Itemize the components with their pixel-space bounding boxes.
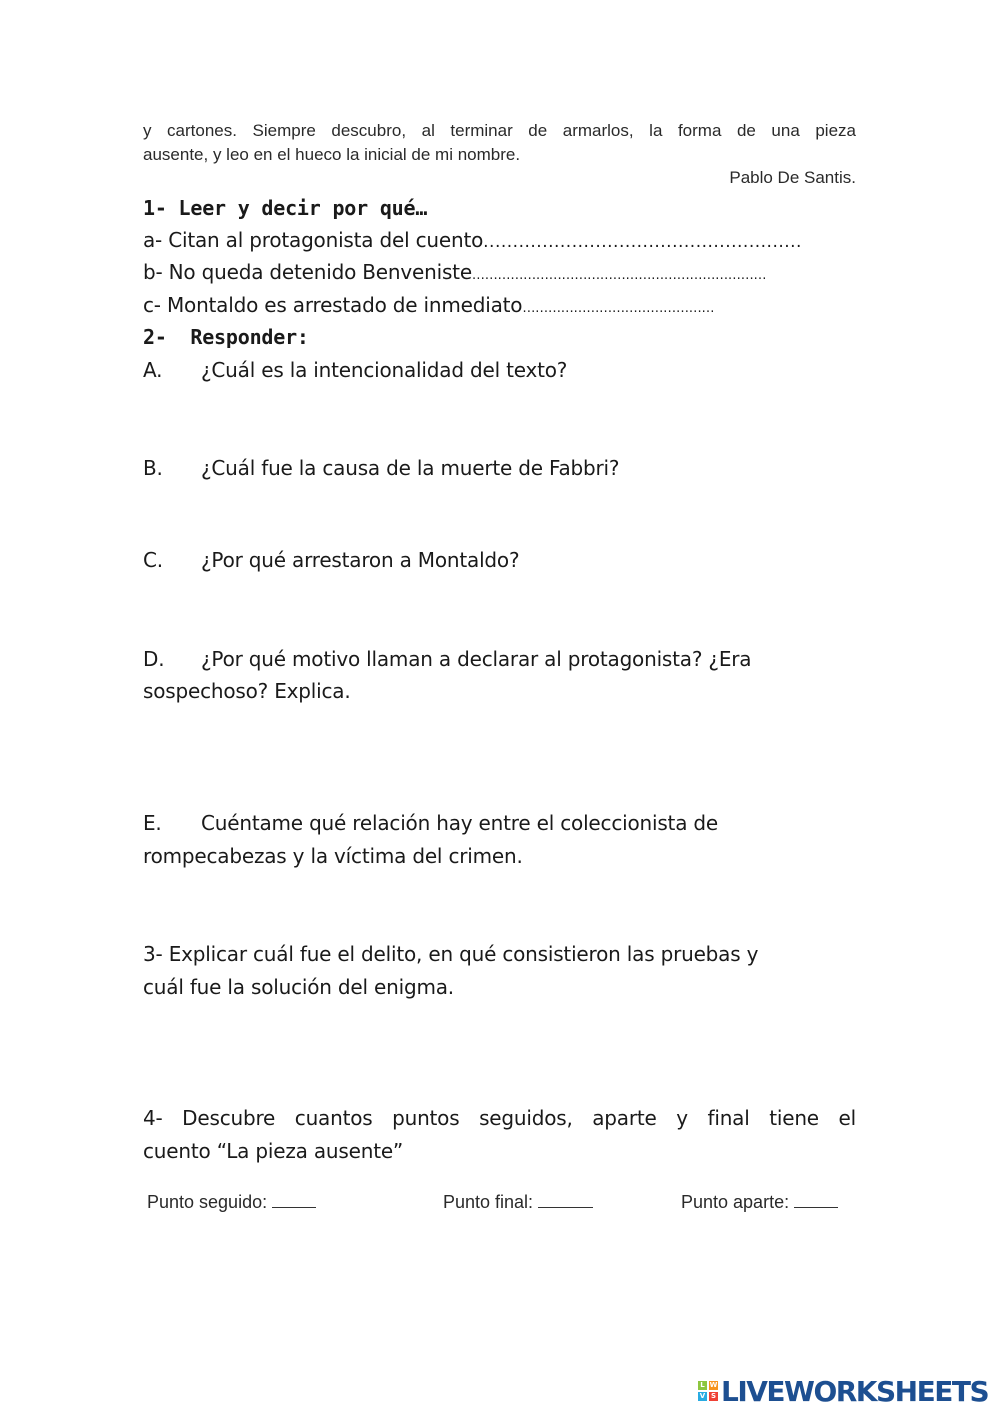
item-c-text: c- Montaldo es arrestado de inmediato [143, 293, 523, 317]
item-c-answer-dots[interactable]: ……………………………………… [522, 301, 715, 316]
section3-line-2: cuál fue la solución del enigma. [143, 975, 454, 999]
section1-item-a [143, 228, 802, 252]
logo-square-v: V [699, 1392, 706, 1400]
punto-seguido-input[interactable] [272, 1191, 316, 1208]
liveworksheets-logo-icon [698, 1381, 718, 1401]
field-punto-aparte [681, 1191, 838, 1213]
item-b-text: b- No queda detenido Benveniste [143, 260, 472, 284]
question-a-letter: A. [143, 358, 163, 382]
field-punto-seguido [147, 1191, 316, 1213]
question-b [143, 456, 619, 480]
punto-aparte-input[interactable] [794, 1191, 838, 1208]
question-d-continuation: sospechoso? Explica. [143, 679, 351, 703]
item-a-answer-dots[interactable]: ...................................................... [483, 232, 802, 252]
field-punto-final-label: Punto final: [443, 1192, 534, 1212]
question-d [143, 647, 751, 671]
field-punto-seguido-label: Punto seguido: [147, 1192, 268, 1212]
question-e-continuation: rompecabezas y la víctima del crimen. [143, 844, 523, 868]
question-d-text: ¿Por qué motivo llaman a declarar al protagonista? ¿Era [201, 647, 752, 671]
logo-square-s: S [710, 1392, 717, 1400]
section4-line-2: cuento “La pieza ausente” [143, 1139, 404, 1163]
question-c-text: ¿Por qué arrestaron a Montaldo? [201, 548, 520, 572]
section2-heading: 2- Responder: [143, 325, 309, 349]
question-b-text: ¿Cuál fue la causa de la muerte de Fabbri? [201, 456, 620, 480]
question-a [143, 358, 567, 382]
section1-heading: 1- Leer y decir por qué… [143, 196, 428, 220]
section3-line-1: 3- Explicar cuál fue el delito, en qué consistieron las pruebas y [143, 942, 759, 966]
section1-item-c [143, 293, 714, 317]
passage-line-1: y cartones. Siempre descubro, al terminar de armarlos, la forma de una pieza [143, 121, 856, 140]
question-a-text: ¿Cuál es la intencionalidad del texto? [201, 358, 568, 382]
section4-line-1: 4- Descubre cuantos puntos seguidos, aparte y final tiene el [143, 1106, 856, 1130]
field-punto-aparte-label: Punto aparte: [681, 1192, 790, 1212]
passage-author: Pablo De Santis. [729, 168, 856, 187]
question-e-text: Cuéntame qué relación hay entre el coleccionista de [201, 811, 719, 835]
question-d-letter: D. [143, 647, 165, 671]
question-e [143, 811, 718, 835]
question-b-letter: B. [143, 456, 163, 480]
section1-item-b [143, 260, 766, 284]
punto-final-input[interactable] [538, 1191, 593, 1208]
question-c [143, 548, 519, 572]
item-a-text: a- Citan al protagonista del cuento [143, 228, 484, 252]
logo-square-l: L [698, 1381, 707, 1390]
liveworksheets-logo[interactable] [698, 1376, 988, 1406]
passage-line-2: ausente, y leo en el hueco la inicial de mi nombre. [143, 145, 521, 164]
liveworksheets-logo-text: LIVEWORKSHEETS [721, 1374, 989, 1408]
question-c-letter: C. [143, 548, 163, 572]
logo-square-w: W [709, 1381, 718, 1389]
field-punto-final [443, 1191, 593, 1213]
item-b-answer-dots[interactable]: …………………………………………………………… [471, 268, 767, 283]
question-e-letter: E. [143, 811, 162, 835]
